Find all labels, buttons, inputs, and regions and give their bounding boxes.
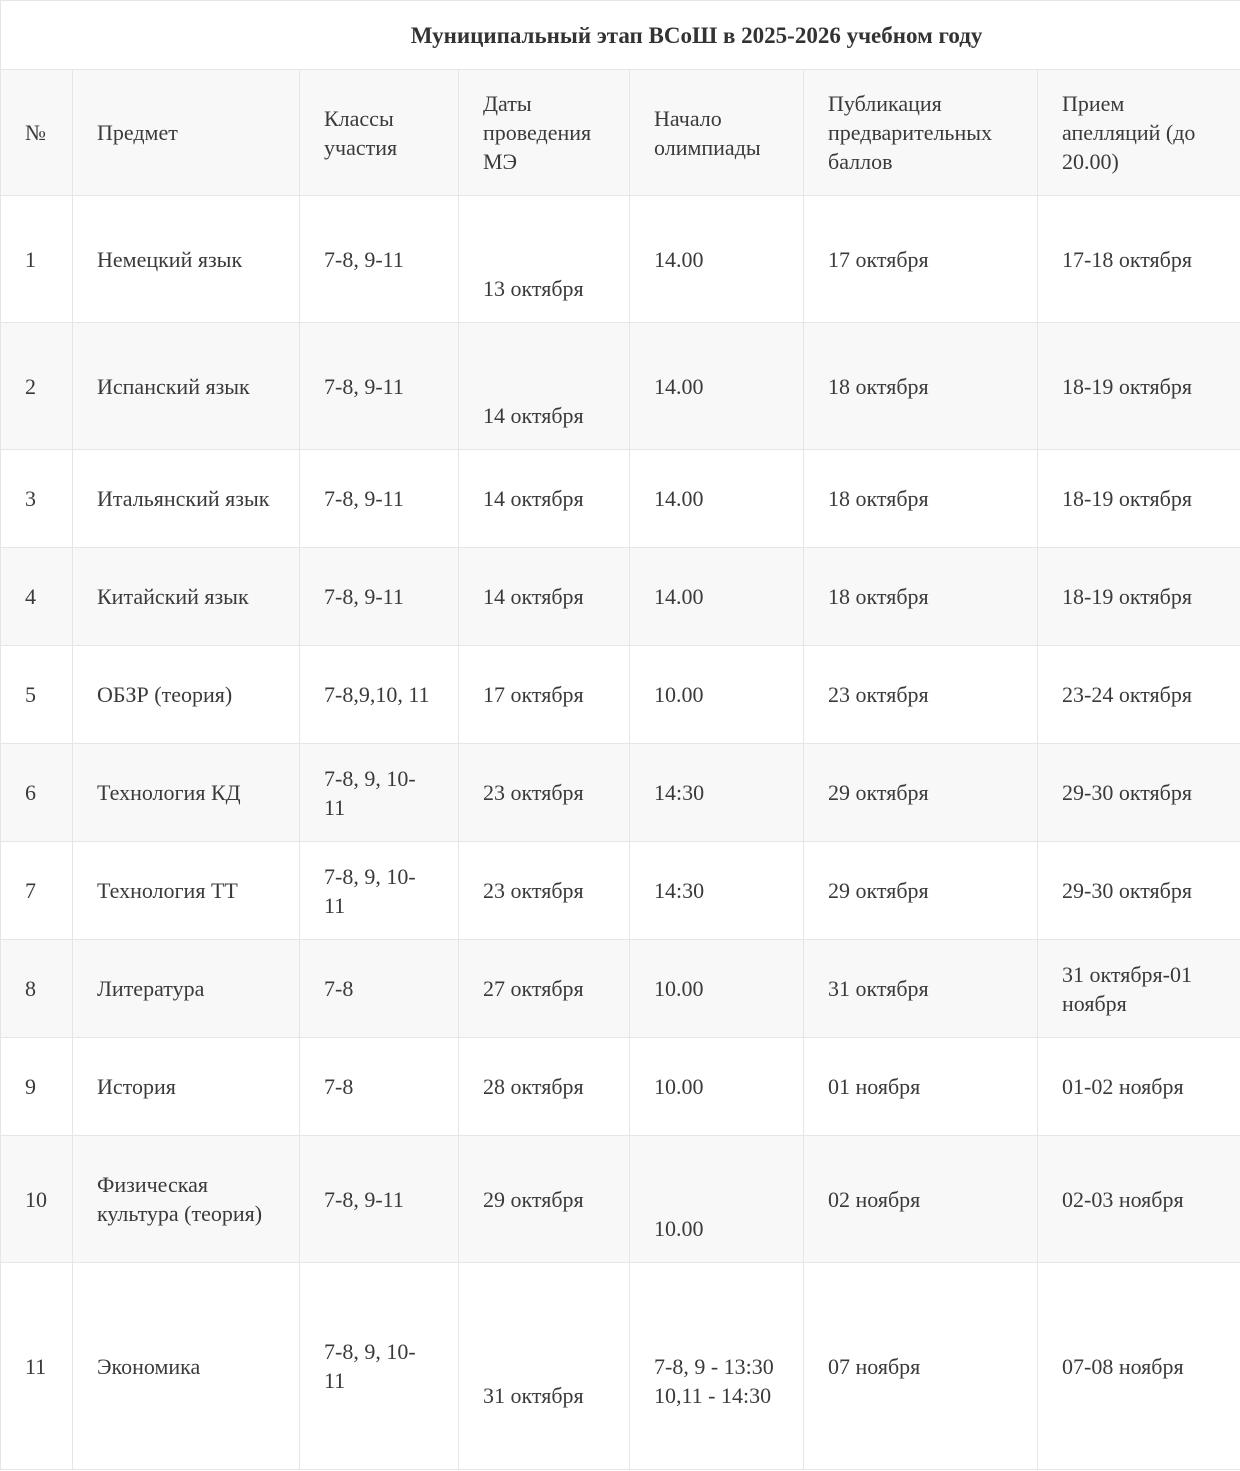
cell-date [459,323,630,450]
cell-publication: 07 ноября [804,1263,1038,1470]
cell-publication: 17 октября [804,196,1038,323]
cell-subject: Литература [73,940,300,1038]
header-publication: Публикация предварительных баллов [804,70,1038,196]
header-subject: Предмет [73,70,300,196]
cell-appeals: 18-19 октября [1038,548,1240,646]
cell-number: 1 [1,196,73,323]
cell-number: 3 [1,450,73,548]
header-date: Даты проведения МЭ [459,70,630,196]
table-row [1,450,1240,548]
cell-appeals: 29-30 октября [1038,842,1240,940]
cell-date: 29 октября [459,1136,630,1263]
cell-publication: 18 октября [804,323,1038,450]
cell-number: 6 [1,744,73,842]
cell-start: 10.00 [630,1038,804,1136]
cell-appeals: 29-30 октября [1038,744,1240,842]
cell-grades: 7-8, 9-11 [300,196,459,323]
cell-grades: 7-8, 9, 10-11 [300,1263,459,1470]
cell-start-text: 10.00 [654,1215,704,1241]
table-row [1,548,1240,646]
cell-number: 8 [1,940,73,1038]
cell-start: 14:30 [630,842,804,940]
cell-grades: 7-8, 9-11 [300,1136,459,1263]
cell-date: 14 октября [459,548,630,646]
cell-number: 2 [1,323,73,450]
cell-date: 14 октября [459,450,630,548]
header-number: № [1,70,73,196]
title-row [1,1,1240,70]
cell-subject: Технология ТТ [73,842,300,940]
cell-number: 11 [1,1263,73,1470]
cell-start: 10.00 [630,940,804,1038]
cell-publication: 02 ноября [804,1136,1038,1263]
cell-start: 14.00 [630,548,804,646]
cell-grades: 7-8,9,10, 11 [300,646,459,744]
cell-grades: 7-8 [300,940,459,1038]
cell-number: 4 [1,548,73,646]
cell-start-text: 7-8, 9 - 13:30 10,11 - 14:30 [654,1354,774,1408]
cell-start: 14.00 [630,196,804,323]
cell-date: 17 октября [459,646,630,744]
cell-publication: 01 ноября [804,1038,1038,1136]
cell-publication: 29 октября [804,744,1038,842]
cell-start [630,1136,804,1263]
cell-subject: ОБЗР (теория) [73,646,300,744]
cell-date [459,196,630,323]
cell-publication: 23 октября [804,646,1038,744]
cell-number: 10 [1,1136,73,1263]
cell-start: 10.00 [630,646,804,744]
table-row [1,1136,1240,1263]
table-row [1,842,1240,940]
cell-subject: История [73,1038,300,1136]
table-row [1,646,1240,744]
cell-start: 14.00 [630,450,804,548]
table-row [1,744,1240,842]
cell-subject: Итальянский язык [73,450,300,548]
table-title: Муниципальный этап ВСоШ в 2025-2026 учебном году [1,1,1240,70]
cell-appeals: 01-02 ноября [1038,1038,1240,1136]
cell-grades: 7-8, 9-11 [300,323,459,450]
cell-grades: 7-8 [300,1038,459,1136]
cell-appeals: 18-19 октября [1038,323,1240,450]
header-start: Начало олимпиады [630,70,804,196]
cell-subject: Экономика [73,1263,300,1470]
cell-appeals: 23-24 октября [1038,646,1240,744]
cell-publication: 18 октября [804,548,1038,646]
cell-appeals: 17-18 октября [1038,196,1240,323]
cell-grades: 7-8, 9, 10-11 [300,744,459,842]
header-row [1,70,1240,196]
cell-grades: 7-8, 9-11 [300,450,459,548]
cell-date [459,1263,630,1470]
table-row [1,1263,1240,1470]
cell-start: 14:30 [630,744,804,842]
cell-grades: 7-8, 9-11 [300,548,459,646]
table-row [1,940,1240,1038]
cell-subject: Китайский язык [73,548,300,646]
table-row [1,323,1240,450]
cell-date-text: 31 октября [483,1382,584,1408]
cell-date: 27 октября [459,940,630,1038]
cell-publication: 18 октября [804,450,1038,548]
cell-publication: 31 октября [804,940,1038,1038]
cell-subject: Технология КД [73,744,300,842]
cell-date: 28 октября [459,1038,630,1136]
cell-appeals: 31 октября-01 ноября [1038,940,1240,1038]
cell-number: 5 [1,646,73,744]
cell-start [630,1263,804,1470]
cell-appeals: 18-19 октября [1038,450,1240,548]
cell-subject: Физическая культура (теория) [73,1136,300,1263]
cell-date-text: 13 октября [483,275,584,301]
header-appeals: Прием апелляций (до 20.00) [1038,70,1240,196]
table-row [1,196,1240,323]
cell-start: 14.00 [630,323,804,450]
cell-date-text: 14 октября [483,402,584,428]
cell-date: 23 октября [459,744,630,842]
cell-appeals: 02-03 ноября [1038,1136,1240,1263]
cell-publication: 29 октября [804,842,1038,940]
cell-subject: Немецкий язык [73,196,300,323]
cell-number: 9 [1,1038,73,1136]
cell-date: 23 октября [459,842,630,940]
table-row [1,1038,1240,1136]
header-grades: Классы участия [300,70,459,196]
cell-appeals: 07-08 ноября [1038,1263,1240,1470]
cell-subject: Испанский язык [73,323,300,450]
cell-grades: 7-8, 9, 10-11 [300,842,459,940]
cell-number: 7 [1,842,73,940]
